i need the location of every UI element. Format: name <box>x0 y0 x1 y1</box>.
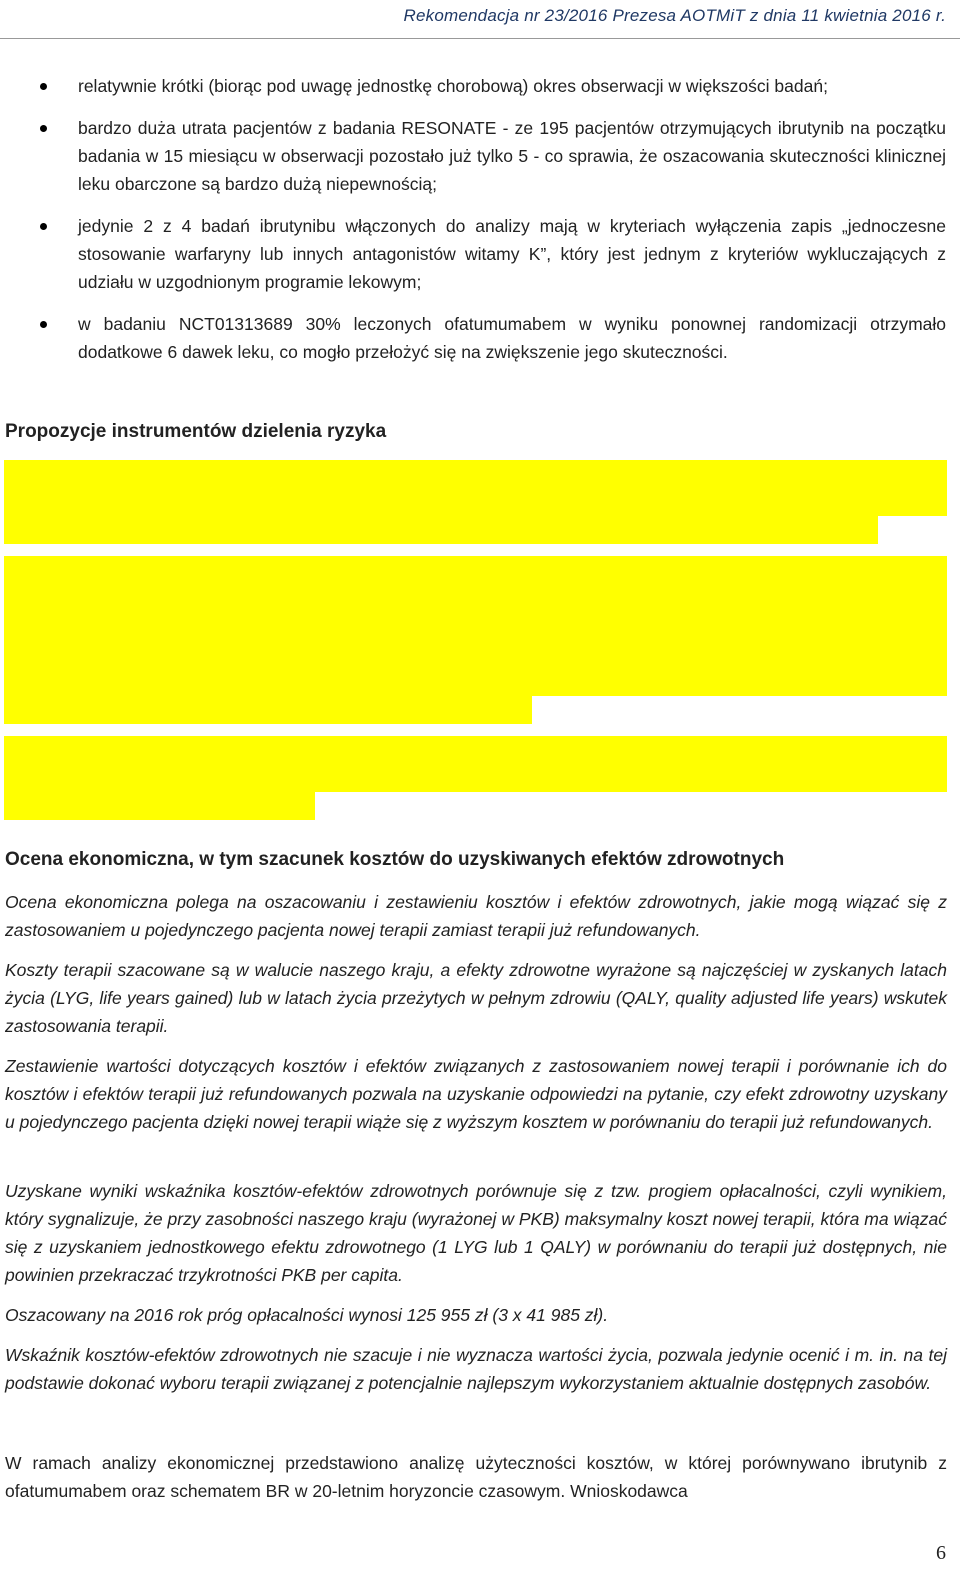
redacted-block <box>4 556 947 696</box>
bullet-icon <box>40 125 47 132</box>
paragraph: Uzyskane wyniki wskaźnika kosztów-efektów zdrowotnych porównuje się z tzw. progiem opłacalności, czyli wynikiem, który sygnalizuje, że przy zasobności naszego kraju (wyrażonej w PKB) maksymalny koszt nowej terapii, która ma wiązać się z uzyskaniem jednostkowego efektu zdrowotnego (1 LYG lub 1 QALY) w porównaniu do terapii już dostępnych, nie powinien przekraczać trzykrotności PKB per capita. <box>5 1181 947 1285</box>
paragraph: Oszacowany na 2016 rok próg opłacalności wynosi 125 955 zł (3 x 41 985 zł). <box>5 1305 609 1325</box>
redacted-block <box>4 736 947 792</box>
bullet-text: relatywnie krótki (biorąc pod uwagę jednostkę chorobową) okres obserwacji w większości badań; <box>78 76 828 96</box>
page-header <box>0 0 960 39</box>
bullet-text: w badaniu NCT01313689 30% leczonych ofatumumabem w wyniku ponownej randomizacji otrzymało dodatkowe 6 dawek leku, co mogło przełożyć się na zwiększenie jego skuteczności. <box>78 314 946 362</box>
bullet-icon <box>40 83 47 90</box>
bullet-text: bardzo duża utrata pacjentów z badania RESONATE - ze 195 pacjentów otrzymujących ibrutynib na początku badania w 15 miesiącu w obserwacji pozostało już tylko 5 - co sprawia, że oszacowania skuteczności klinicznej leku obarczone są bardzo dużą niepewnością; <box>78 118 946 194</box>
paragraph: Wskaźnik kosztów-efektów zdrowotnych nie szacuje i nie wyznacza wartości życia, pozwala jedynie ocenić i m. in. na tej podstawie dokonać wyboru terapii związanej z potencjalnie najlepszym wykorzystaniem aktualnie dostępnych zasobów. <box>5 1345 947 1393</box>
redacted-block <box>4 696 532 724</box>
bullet-text: jedynie 2 z 4 badań ibrutynibu włączonych do analizy mają w kryteriach wyłączenia zapis „jednoczesne stosowanie warfaryny lub innych antagonistów witamy K”, który jest jednym z kryteriów wykluczających z udziału w uzgodnionym programie lekowym; <box>78 216 946 292</box>
bullet-icon <box>40 321 47 328</box>
redacted-block <box>4 516 878 544</box>
paragraph: Zestawienie wartości dotyczących kosztów i efektów związanych z zastosowaniem nowej terapii i porównanie ich do kosztów i efektów terapii już refundowanych pozwala na uzyskanie odpowiedzi na pytanie, czy efekt zdrowotny uzyskany u pojedynczego pacjenta dzięki nowej terapii wiąże się z wyższym kosztem w porównaniu do terapii już refundowanych. <box>5 1056 947 1132</box>
section-heading-economic: Ocena ekonomiczna, w tym szacunek kosztów do uzyskiwanych efektów zdrowotnych <box>5 849 785 870</box>
section-heading-risk-sharing: Propozycje instrumentów dzielenia ryzyka <box>5 421 387 442</box>
list-item <box>0 212 960 296</box>
redacted-block <box>4 460 947 516</box>
list-item <box>0 72 960 100</box>
list-item <box>0 310 960 366</box>
bullet-icon <box>40 223 47 230</box>
bullet-list <box>0 72 960 380</box>
page-number: 6 <box>936 1542 946 1564</box>
paragraph-final: W ramach analizy ekonomicznej przedstawiono analizę użyteczności kosztów, w której porównywano ibrutynib z ofatumumabem oraz schematem BR w 20-letnim horyzoncie czasowym. Wnioskodawca <box>5 1453 947 1501</box>
list-item <box>0 114 960 198</box>
header-title: Rekomendacja nr 23/2016 Prezesa AOTMiT z dnia 11 kwietnia 2016 r. <box>403 6 946 25</box>
redacted-block <box>4 792 315 820</box>
paragraph: Ocena ekonomiczna polega na oszacowaniu i zestawieniu kosztów i efektów zdrowotnych, jakie mogą wiązać się z zastosowaniem u pojedynczego pacjenta nowej terapii zamiast terapii już refundowanych. <box>5 892 947 940</box>
paragraph: Koszty terapii szacowane są w walucie naszego kraju, a efekty zdrowotne wyrażone są najczęściej w zyskanych latach życia (LYG, life years gained) lub w latach życia przeżytych w pełnym zdrowiu (QALY, quality adjusted life years) wskutek zastosowania terapii. <box>5 960 947 1036</box>
